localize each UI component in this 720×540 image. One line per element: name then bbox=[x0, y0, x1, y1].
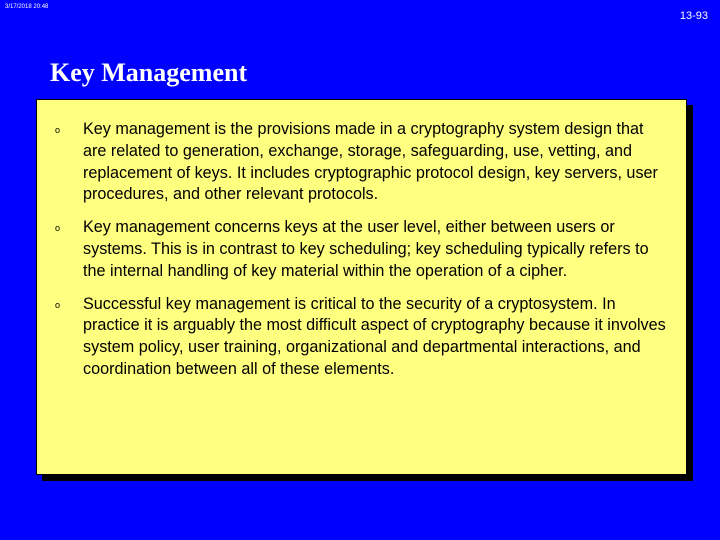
bullet-text: Successful key management is critical to the security of a cryptosystem. In practice it is arguably the most difficult aspect of cryptography because it involves system policy, user training, organizational and departmental interactions, and coordination between all of these elements. bbox=[83, 294, 666, 378]
content-box bbox=[36, 99, 687, 475]
bullet-item bbox=[37, 294, 686, 381]
slide-number: 13-93 bbox=[679, 10, 708, 22]
slide-title: Key Management bbox=[50, 58, 248, 87]
bullet-marker-icon: o bbox=[55, 125, 61, 135]
bullet-text: Key management is the provisions made in a cryptography system design that are related to generation, exchange, storage, safeguarding, use, vetting, and replacement of keys. It includes cryptographic protocol design, key servers, user procedures, and other relevant protocols. bbox=[83, 120, 658, 204]
bullet-text: Key management concerns keys at the user level, either between users or systems. This is in contrast to key scheduling; key scheduling typically refers to the internal handling of key material within the operation of a cipher. bbox=[83, 218, 649, 280]
bullet-item bbox=[37, 217, 686, 282]
bullet-item bbox=[37, 119, 686, 206]
bullet-marker-icon: o bbox=[55, 223, 61, 234]
timestamp: 3/17/2018 20:48 bbox=[5, 4, 49, 10]
bullet-marker-icon: o bbox=[55, 299, 61, 310]
bullet-list bbox=[37, 119, 686, 392]
